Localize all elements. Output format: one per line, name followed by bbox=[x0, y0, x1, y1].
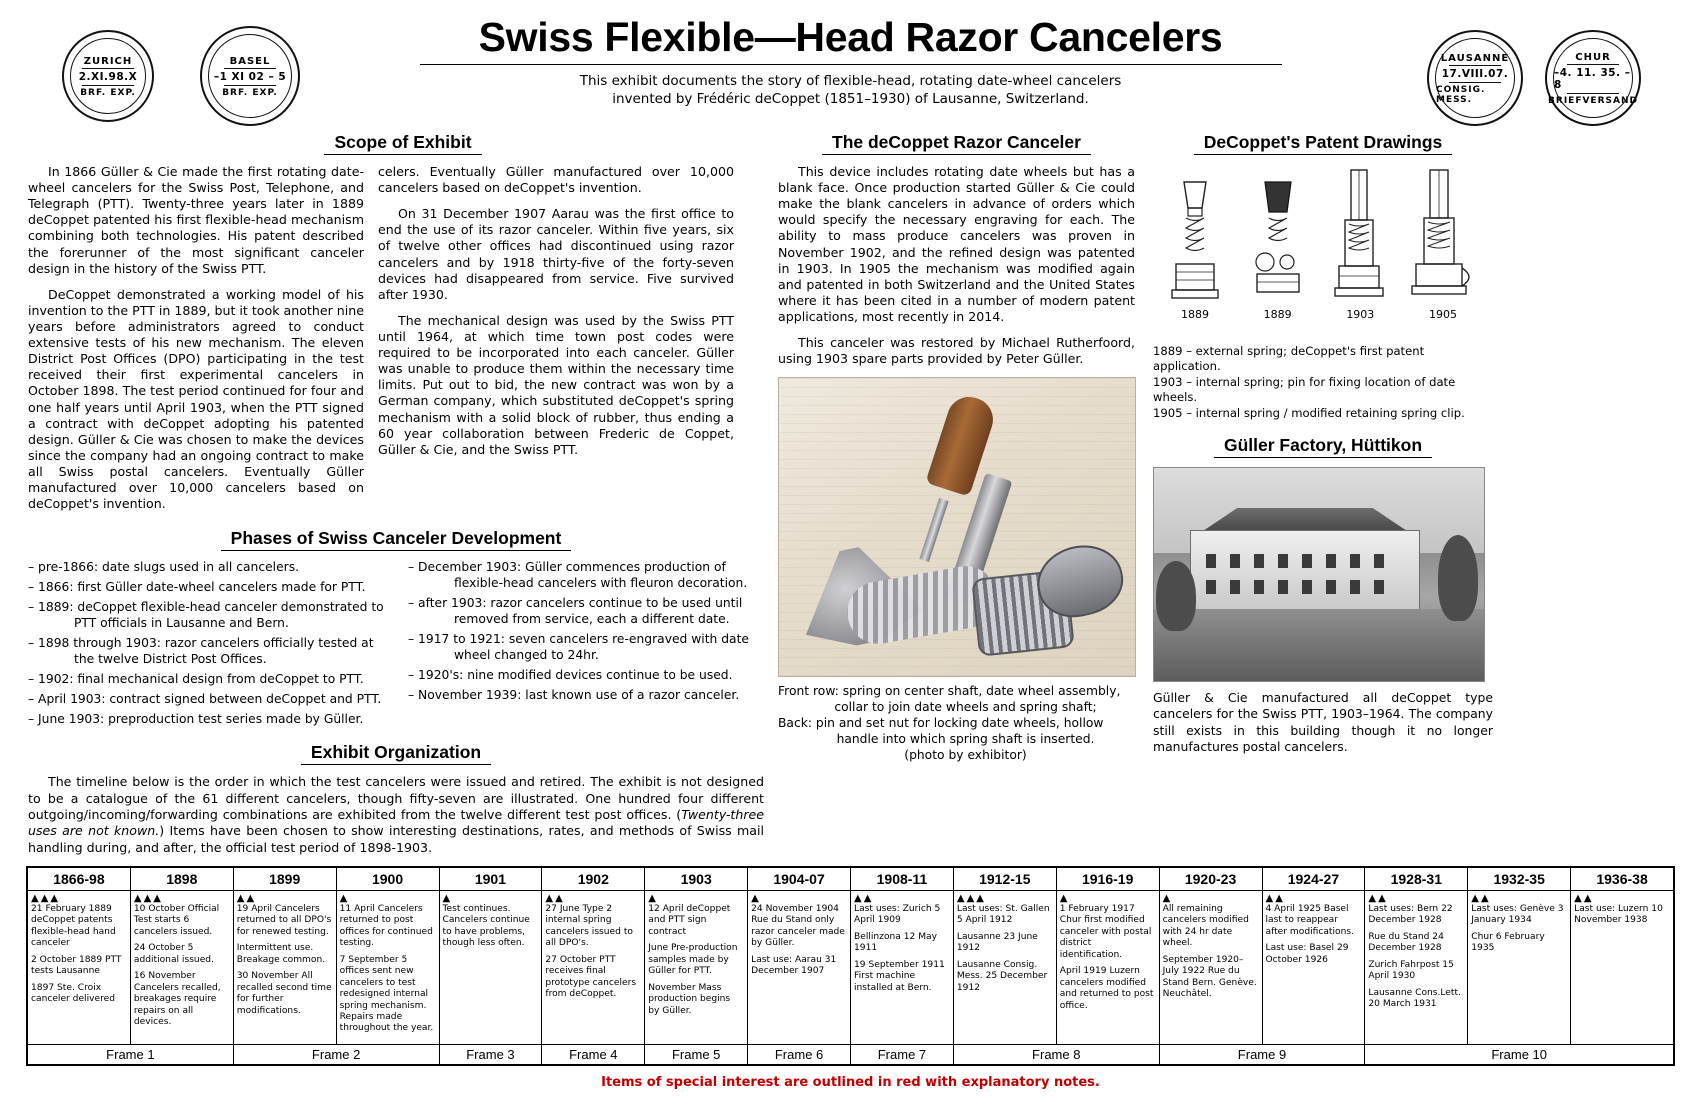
lausanne-postmark bbox=[1427, 30, 1523, 126]
timeline-column-header: 1912-15 bbox=[953, 867, 1056, 890]
postmark-date-text: 17.VIII.07. bbox=[1441, 67, 1509, 80]
timeline-column-header: 1936-38 bbox=[1571, 867, 1674, 890]
patent-drawing-1-icon bbox=[1162, 178, 1228, 308]
timeline-column-cell bbox=[336, 890, 439, 1044]
timeline-marker-icon: ▲ bbox=[751, 892, 761, 904]
timeline-marker-icon: ▲ bbox=[339, 892, 350, 904]
phases-heading: Phases of Swiss Canceler Development bbox=[221, 528, 572, 551]
razor-paragraph-2: This canceler was restored by Michael Rutherfoord, using 1903 spare parts provided by Peter Güller. bbox=[778, 335, 1135, 367]
timeline-event: November Mass production begins by Güller. bbox=[648, 982, 731, 1016]
timeline-event: 10 October Official Test starts 6 cancelers issued. bbox=[133, 903, 220, 937]
timeline-marker-icon: ▲ bbox=[1162, 892, 1173, 904]
timeline-event: Last use: Luzern 10 November 1938 bbox=[1574, 903, 1663, 926]
postmark-top-text: LAUSANNE bbox=[1440, 52, 1510, 64]
timeline-event: 19 September 1911 First machine installed at Bern. bbox=[854, 959, 945, 993]
patent-drawing-3-icon bbox=[1327, 168, 1393, 308]
phase-item: – 1902: final mechanical design from deCoppet to PTT. bbox=[28, 672, 364, 687]
exhibit-page bbox=[0, 14, 1701, 1114]
patent-drawing-4-icon bbox=[1404, 168, 1482, 308]
phase-item: – 1889: deCoppet flexible-head canceler demonstrated to PTT officials in Lausanne and Bern. bbox=[28, 600, 384, 631]
phase-item: – June 1903: preproduction test series made by Güller. bbox=[28, 712, 364, 727]
postmark-bottom-text: BRF. EXP. bbox=[80, 87, 136, 98]
timeline-event: 1897 Ste. Croix canceler delivered bbox=[31, 982, 115, 1005]
scope-paragraph-2: DeCoppet demonstrated a working model of his invention to the PTT in 1889, but it took another nine years before administrators agreed to conduct extensive tests of his new mechanism. The eleven District Post Offices (DPO) participating in the test received their first experimental cancelers in October 1898. The test period continued for four and one half years until April 1903, when the PTT signed a contract with deCoppet adopting his patented design. Güller & Cie was chosen to make the devices since the company had an ongoing contract to make all Swiss postal cancelers. Eventually Güller manufactured over 10,000 cancelers based on deCoppet's invention. bbox=[28, 286, 364, 512]
phase-item-subline: flexible-head cancelers with fleuron decoration. bbox=[454, 576, 748, 591]
phase-item: – 1866: first Güller date-wheel cancelers made for PTT. bbox=[28, 580, 366, 595]
timeline-column-cell bbox=[851, 890, 954, 1044]
timeline-frame-label: Frame 8 bbox=[953, 1044, 1159, 1064]
timeline-event: Test continues. Cancelers continue to have problems, though less often. bbox=[442, 903, 530, 949]
timeline-column-header: 1904-07 bbox=[748, 867, 851, 890]
patent-note-1: 1889 – external spring; deCoppet's first patent application. bbox=[1153, 344, 1425, 374]
timeline-event: Zurich Fahrpost 15 April 1930 bbox=[1368, 959, 1454, 982]
timeline-column-cell bbox=[1159, 890, 1262, 1044]
phases-list-left bbox=[28, 560, 384, 732]
patent-drawing-2-icon bbox=[1245, 178, 1311, 308]
caption-line-2: collar to join date wheels and spring shaft; bbox=[834, 700, 1097, 715]
patent-figure-4 bbox=[1407, 168, 1479, 308]
patent-year-1: 1889 bbox=[1181, 308, 1209, 321]
org-text-b: ) Items have been chosen to show interesting destinations, rates, and methods of Swiss mail handling during, and after, the official test period of 1898-1903. bbox=[28, 823, 764, 855]
timeline-column-cell bbox=[130, 890, 233, 1044]
timeline-frame-label: Frame 4 bbox=[542, 1044, 645, 1064]
timeline-frame-label: Frame 10 bbox=[1365, 1044, 1674, 1064]
phases-section bbox=[28, 528, 764, 732]
phases-list-right bbox=[408, 560, 764, 732]
timeline-event: Lausanne Consig. Mess. 25 December 1912 bbox=[956, 959, 1048, 993]
timeline-column-header: 1866-98 bbox=[28, 867, 131, 890]
pin-part bbox=[919, 498, 948, 562]
org-text-italic: Twenty-three uses are not known. bbox=[28, 806, 764, 839]
patent-figure-1 bbox=[1159, 178, 1231, 308]
timeline-column-header: 1903 bbox=[645, 867, 748, 890]
organization-paragraph bbox=[28, 774, 764, 856]
timeline-column-header: 1916-19 bbox=[1056, 867, 1159, 890]
patent-year-2: 1889 bbox=[1263, 308, 1292, 321]
timeline-column-cell bbox=[233, 890, 336, 1044]
razor-photo-wrap bbox=[778, 377, 1153, 764]
timeline-marker-icon: ▲▲ bbox=[1368, 892, 1388, 904]
timeline-marker-icon: ▲▲▲ bbox=[31, 892, 61, 904]
caption-line-3: Back: pin and set nut for locking date wheels, hollow bbox=[778, 716, 1104, 731]
phase-item: – 1917 to 1921: seven cancelers re-engraved with date wheel changed to 24hr. bbox=[408, 632, 764, 664]
timeline-event: Last use: Aarau 31 December 1907 bbox=[751, 954, 837, 977]
timeline-event: Intermittent use. Breakage common. bbox=[236, 943, 326, 965]
patent-figure-3 bbox=[1324, 168, 1396, 308]
timeline-event: Lausanne Cons.Lett. 20 March 1931 bbox=[1368, 987, 1461, 1010]
scope-paragraph-2-cont: celers. Eventually Güller manufactured over 10,000 cancelers based on deCoppet's invention. bbox=[378, 164, 734, 196]
timeline-event: April 1919 Luzern cancelers modified and returned to post office. bbox=[1059, 966, 1154, 1011]
timeline-event: 12 April deCoppet and PTT sign contract bbox=[648, 903, 731, 937]
timeline-event: Lausanne 23 June 1912 bbox=[956, 931, 1038, 954]
organization-section bbox=[28, 742, 764, 856]
postmark-bottom-text: BRIEFVERSAND bbox=[1548, 95, 1638, 106]
factory-note: Güller & Cie manufactured all deCoppet type cancelers for the Swiss PTT, 1903–1964. The company still exists in this building though it no longer manufactures postal cancelers. bbox=[1153, 690, 1493, 755]
phase-item-subline: PTT officials in Lausanne and Bern. bbox=[74, 616, 289, 631]
caption-line-4: handle into which spring shaft is inserted. bbox=[836, 732, 1095, 747]
timeline-column-cell bbox=[645, 890, 748, 1044]
timeline-event: 11 April Cancelers returned to post offices for continued testing. bbox=[339, 903, 433, 949]
postmark-top-text: BASEL bbox=[229, 55, 271, 67]
razor-parts-photo bbox=[778, 377, 1136, 677]
timeline-event: Last uses: Zurich 5 April 1909 bbox=[854, 903, 941, 926]
phase-item: – November 1939: last known use of a razor canceler. bbox=[408, 688, 740, 703]
phase-item-subline: removed from service, each a different date. bbox=[454, 612, 730, 627]
left-block bbox=[28, 132, 778, 856]
subtitle-line-2: invented by Frédéric deCoppet (1851–1930) of Lausanne, Switzerland. bbox=[612, 91, 1089, 108]
timeline-column-header: 1932-35 bbox=[1468, 867, 1571, 890]
timeline-column-cell bbox=[28, 890, 131, 1044]
timeline-column-header: 1898 bbox=[130, 867, 233, 890]
timeline-event: Chur 6 February 1935 bbox=[1471, 931, 1545, 954]
scope-paragraph-3: On 31 December 1907 Aarau was the first office to end the use of its razor canceler. Within five years, six of twelve other offices had discontinued using razor cancelers and by 1918 thirty-five of the forty-seven devices had disappeared from service. Five survived after 1930. bbox=[378, 206, 734, 302]
phase-item: – pre-1866: date slugs used in all cancelers. bbox=[28, 560, 300, 575]
scope-text-columns bbox=[28, 164, 778, 522]
timeline-frame-label: Frame 5 bbox=[645, 1044, 748, 1064]
timeline-column-cell bbox=[1571, 890, 1674, 1044]
organization-heading: Exhibit Organization bbox=[301, 742, 491, 765]
timeline-event: 16 November Cancelers recalled, breakages require repairs on all devices. bbox=[133, 971, 221, 1028]
razor-heading: The deCoppet Razor Canceler bbox=[822, 132, 1091, 155]
timeline-event: Rue du Stand 24 December 1928 bbox=[1368, 931, 1444, 954]
timeline-column-header: 1899 bbox=[233, 867, 336, 890]
razor-photo-caption bbox=[778, 684, 1153, 764]
timeline-column-header: 1928-31 bbox=[1365, 867, 1468, 890]
phase-item: – December 1903: Güller commences production of flexible-head cancelers with fleuron decoration. bbox=[408, 560, 764, 592]
timeline-frame-label: Frame 2 bbox=[233, 1044, 439, 1064]
timeline-event: 24 November 1904 Rue du Stand only razor canceler made by Güller. bbox=[751, 903, 845, 949]
timeline-column-cell bbox=[1262, 890, 1365, 1044]
timeline-event: September 1920– July 1922 Rue du Stand Bern. Genève. Neuchâtel. bbox=[1162, 954, 1257, 1000]
timeline-column-cell bbox=[748, 890, 851, 1044]
patent-drawings bbox=[1153, 168, 1485, 338]
factory-photo bbox=[1153, 467, 1485, 682]
scope-column-1 bbox=[28, 164, 378, 522]
chur-postmark bbox=[1545, 30, 1641, 126]
timeline-footnote: Items of special interest are outlined in red with explanatory notes. bbox=[601, 1074, 1100, 1090]
timeline-event: Last uses: Bern 22 December 1928 bbox=[1368, 903, 1453, 926]
timeline-marker-icon: ▲ bbox=[442, 892, 453, 904]
timeline-column-header: 1901 bbox=[439, 867, 542, 890]
timeline-marker-icon: ▲▲ bbox=[236, 892, 257, 904]
timeline-column-header: 1920-23 bbox=[1159, 867, 1262, 890]
timeline-event: 2 October 1889 PTT tests Lausanne bbox=[31, 954, 122, 977]
timeline-marker-icon: ▲▲ bbox=[1574, 892, 1594, 904]
page-title: Swiss Flexible—Head Razor Cancelers bbox=[420, 14, 1282, 65]
subtitle-line-1: This exhibit documents the story of flexible-head, rotating date-wheel cancelers bbox=[579, 73, 1122, 89]
timeline-column-header: 1924-27 bbox=[1262, 867, 1365, 890]
zurich-postmark bbox=[62, 30, 154, 122]
timeline-event: June Pre-production samples made by Güller for PTT. bbox=[648, 943, 738, 977]
scope-paragraph-4: The mechanical design was used by the Swiss PTT until 1964, at which time town post codes were required to be incorporated into each canceler. Güller was unable to produce them within the necessary time limits. Put out to bid, the new contract was won by a German company, which substituted deCoppet's spring mechanism with a solid block of rubber, thus ending a 60 year collaboration between Frederic de Coppet, Güller & Cie, and the Swiss PTT. bbox=[378, 312, 734, 457]
postmark-date-text: –4. 11. 35. –8 bbox=[1554, 66, 1631, 91]
timeline-content-row bbox=[28, 890, 1674, 1044]
patent-column bbox=[1153, 132, 1493, 856]
timeline-table bbox=[26, 866, 1675, 1066]
timeline-frame-label: Frame 3 bbox=[439, 1044, 542, 1064]
phase-item: – 1920's: nine modified devices continue to be used. bbox=[408, 668, 733, 683]
postmark-bottom-text: CONSIG. MESS. bbox=[1436, 84, 1486, 105]
phase-item-subline: the twelve District Post Offices. bbox=[74, 652, 267, 667]
timeline-marker-icon: ▲▲▲ bbox=[133, 892, 163, 904]
timeline-frame-label: Frame 7 bbox=[851, 1044, 954, 1064]
timeline-marker-icon: ▲▲ bbox=[545, 892, 565, 904]
timeline-event: Bellinzona 12 May 1911 bbox=[854, 931, 938, 954]
timeline-column-cell bbox=[953, 890, 1056, 1044]
phase-item: – 1898 through 1903: razor cancelers officially tested at the twelve District Post Offices. bbox=[28, 636, 384, 668]
timeline-event: Last use: Basel 29 October 1926 bbox=[1265, 943, 1349, 965]
phase-item: – after 1903: razor cancelers continue to be used until removed from service, each a different date. bbox=[408, 596, 764, 628]
razor-column bbox=[778, 132, 1153, 856]
timeline-column-cell bbox=[1056, 890, 1159, 1044]
timeline-marker-icon: ▲▲▲ bbox=[956, 892, 986, 904]
patent-notes bbox=[1153, 344, 1493, 421]
scope-paragraph-1: In 1866 Güller & Cie made the first rotating date-wheel cancelers for the Swiss Post, Telephone, and Telegraph (PTT). Twenty-three years later in 1889 deCoppet patented his first flexible-head mechanism combining both technologies. His patent described the forerunner of the most significant canceler design in the history of the Swiss PTT. bbox=[28, 164, 364, 276]
timeline-event: 27 June Type 2 internal spring cancelers issued to all DPO's. bbox=[545, 903, 633, 949]
scope-heading: Scope of Exhibit bbox=[324, 132, 481, 155]
timeline-header-row bbox=[28, 867, 1674, 890]
postmark-bottom-text: BRF. EXP. bbox=[222, 87, 278, 98]
timeline-event: 24 October 5 additional issued. bbox=[133, 943, 214, 965]
timeline-frame-label: Frame 1 bbox=[28, 1044, 234, 1064]
timeline-marker-icon: ▲▲ bbox=[1471, 892, 1491, 904]
patent-note-2: 1903 – internal spring; pin for fixing location of date wheels. bbox=[1153, 374, 1456, 405]
patent-year-3: 1903 bbox=[1346, 308, 1375, 321]
timeline-event: 30 November All recalled second time for further modifications. bbox=[236, 971, 332, 1016]
page-header bbox=[0, 14, 1701, 132]
patent-year-4: 1905 bbox=[1428, 308, 1457, 321]
timeline-column-cell bbox=[1468, 890, 1571, 1044]
caption-line-1: Front row: spring on center shaft, date wheel assembly, bbox=[778, 684, 1121, 699]
timeline-marker-icon: ▲▲ bbox=[1265, 892, 1285, 904]
postmark-top-text: ZURICH bbox=[83, 55, 133, 67]
phase-item: – April 1903: contract signed between deCoppet and PTT. bbox=[28, 692, 382, 707]
timeline-column-header: 1900 bbox=[336, 867, 439, 890]
timeline-event: 27 October PTT receives final prototype cancelers from deCoppet. bbox=[545, 954, 637, 1000]
postmark-date-text: –1 XI 02 – 5 bbox=[213, 70, 287, 83]
timeline-marker-icon: ▲ bbox=[1059, 892, 1070, 904]
timeline-column-cell bbox=[439, 890, 542, 1044]
timeline-event: All remaining cancelers modified with 24 hr date wheel. bbox=[1162, 903, 1249, 949]
scope-column-2 bbox=[378, 164, 748, 522]
timeline-event: 7 September 5 offices sent new cancelers to test redesigned internal spring mechanism. Repairs made throughout the year. bbox=[339, 954, 434, 1034]
patent-heading: DeCoppet's Patent Drawings bbox=[1194, 132, 1453, 155]
timeline-event: 1 February 1917 Chur first modified canceler with postal district identification. bbox=[1059, 903, 1152, 960]
timeline-marker-icon: ▲▲ bbox=[854, 892, 874, 904]
timeline-column-cell bbox=[542, 890, 645, 1044]
phase-item-subline: wheel changed to 24hr. bbox=[454, 648, 599, 663]
patent-figure-2 bbox=[1242, 178, 1314, 308]
timeline-marker-icon: ▲ bbox=[648, 892, 658, 904]
timeline-column-cell bbox=[1365, 890, 1468, 1044]
razor-paragraph-1: This device includes rotating date wheels but has a blank face. Once production started Güller & Cie could make the blank cancelers in advance of orders which would specify the necessary engraving for each. The ability to mass produce cancelers was proven in November 1902, and the refined design was patented in 1903. In 1905 the mechanism was modified again and patented in both Switzerland and the United States where it has been cited in a number of modern patent applications, most recently in 2014. bbox=[778, 164, 1135, 324]
patent-year-labels bbox=[1153, 308, 1485, 321]
patent-note-3: 1905 – internal spring / modified retaining spring clip. bbox=[1153, 405, 1465, 420]
timeline-column-header: 1902 bbox=[542, 867, 645, 890]
timeline-event: Last uses: Genève 3 January 1934 bbox=[1471, 903, 1564, 926]
timeline-frame-label: Frame 9 bbox=[1159, 1044, 1365, 1064]
timeline-frames-row bbox=[28, 1044, 1674, 1064]
main-columns bbox=[0, 132, 1701, 856]
timeline-grid bbox=[27, 867, 1674, 1065]
timeline-frame-label: Frame 6 bbox=[748, 1044, 851, 1064]
postmark-top-text: CHUR bbox=[1575, 51, 1611, 63]
postmark-date-text: 2.XI.98.X bbox=[78, 70, 138, 83]
timeline-column-header: 1908-11 bbox=[851, 867, 954, 890]
caption-line-5: (photo by exhibitor) bbox=[904, 748, 1027, 763]
timeline-event: Last uses: St. Gallen 5 April 1912 bbox=[956, 903, 1050, 926]
timeline-event: 4 April 1925 Basel last to reappear after modifications. bbox=[1265, 903, 1354, 937]
timeline-event: 21 February 1889 deCoppet patents flexible-head hand canceler bbox=[31, 903, 116, 949]
basel-postmark bbox=[200, 26, 300, 126]
org-text-a: The timeline below is the order in which the test cancelers were issued and retired. The exhibit is not designed to be a catalogue of the 61 different cancelers, though fifty-seven are illustrated. One hundred four different outgoing/incoming/forwarding combinations are exhibited from the twelve different test post offices. ( bbox=[28, 774, 764, 822]
factory-heading: Güller Factory, Hüttikon bbox=[1214, 435, 1432, 458]
timeline-event: 19 April Cancelers returned to all DPO's for renewed testing. bbox=[236, 903, 332, 937]
